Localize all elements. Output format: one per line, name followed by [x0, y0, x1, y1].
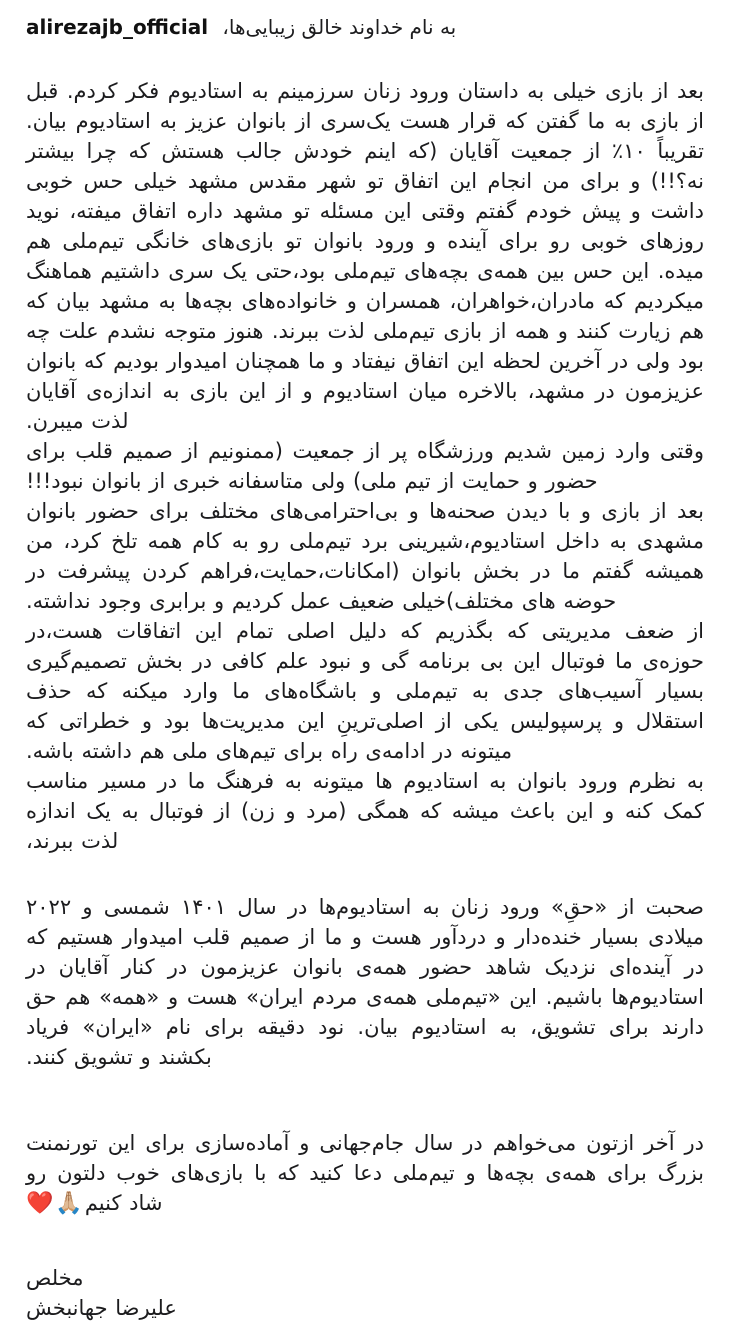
praying-hands-emoji: 🙏🏼: [55, 1191, 83, 1216]
caption-paragraph: بعد از بازی و با دیدن صحنه‌ها و بی‌احترامی‌های مختلف برای حضور بانوان مشهدی به داخل استادیوم،شیرینی برد تیم‌ملی رو به کام همه تلخ کرد، من همیشه گفتم ما در بخش بانوان (امکانات،حمایت،فراهم کردن پیشرفت در حوضه های مختلف)خیلی ضعیف عمل کردیم و برابری وجود نداشته.: [26, 499, 704, 613]
signoff-word: مخلص: [26, 1266, 84, 1290]
caption-paragraph: از ضعف مدیریتی که بگذریم که دلیل اصلی تمام این اتفاقات هست،در حوزه‌ی ما فوتبال این بی برنامه گی و نبود علم کافی در بخش تصمیم‌گیری بسیار آسیب‌های جدی به تیم‌ملی و باشگاه‌های ما وارد میکنه که حذف استقلال و پرسپولیس یکی از اصلی‌ترینِ این مدیریت‌ها بود و خطراتی که میتونه در ادامه‌ی راه برای تیم‌های ملی هم داشته باشه.: [26, 619, 704, 763]
caption-paragraph: صحبت از «حقِ» ورود زنان به استادیوم‌ها در سال ۱۴۰۱ شمسی و ۲۰۲۲ میلادی بسیار خنده‌دار و دردآور هست و ما از صمیم قلب امیدوار هستیم که در آینده‌ای نزدیک شاهد حضور همه‌ی بانوان عزیزمون در کنار آقایان در استادیوم‌ها باشیم. این «تیم‌ملی همه‌ی مردم ایران» هست و «همه» هم حق دارند برای تشویق، به استادیوم بیان. نود دقیقه برای نام «ایران» فریاد بکشند و تشویق کنند.: [26, 895, 704, 1069]
caption-block-rights: [26, 892, 704, 1072]
signoff-name: علیرضا جهانبخش: [26, 1296, 177, 1320]
bismillah-text: به نام خداوند خالق زیبایی‌ها،: [222, 15, 457, 39]
caption-paragraph: به نظرم ورود بانوان به استادیوم ها میتونه به فرهنگ ما در مسیر مناسب کمک کنه و این باعث میشه که همگی (مرد و زن) از فوتبال به یک اندازه لذت ببرند،: [26, 769, 704, 853]
caption-paragraph: بعد از بازی خیلی به داستان ورود زنان سرزمینم به استادیوم فکر کردم. قبل از بازی به ما گفتن که قرار هست یک‌سری از بانوان عزیز به استادیوم بیان. تقریباً ۱۰٪ از جمعیت آقایان (که اینم خودش جالب هستش که چرا بیشتر نه؟!!) و برای من انجام این اتفاق تو شهر مقدس مشهد خیلی حس خوبی داشت و پیش خودم گفتم وقتی این مسئله تو مشهد داره اتفاق میفته، نوید روزهای خوبی رو برای آینده و ورود بانوان تو بازی‌های خانگی تیم‌ملی هم میده. این حس بین همه‌ی بچه‌های تیم‌ملی بود،حتی یک سری داشتیم هماهنگ میکردیم که مادران،خواهران، همسران و خانواده‌های بچه‌ها به مشهد بیان که هم زیارت کنند و همه از بازی تیم‌ملی لذت ببرند. هنوز متوجه نشدم علت چه بود ولی در آخرین لحظه این اتفاق نیفتاد و ما همچنان امیدوار بودیم که بانوان عزیزمون در مشهد، بالاخره میان استادیوم و از این بازی به اندازه‌ی آقایان لذت میبرن.: [26, 79, 704, 433]
worldcup-text: در آخر ازتون می‌خواهم در سال جام‌جهانی و آماده‌سازی برای این تورنمنت بزرگ برای همه‌ی بچه‌ها و تیم‌ملی دعا کنید که با بازی‌های خوب دلتون رو شاد کنیم: [26, 1131, 704, 1215]
caption-paragraph: [26, 1128, 704, 1219]
caption-block-worldcup: [26, 1128, 704, 1219]
red-heart-emoji: ❤️: [26, 1191, 54, 1216]
caption-signoff: [26, 1263, 704, 1323]
username-link[interactable]: alirezajb_official: [26, 15, 209, 39]
caption-block-main: [26, 76, 704, 856]
caption-header: [26, 12, 704, 42]
caption-paragraph: وقتی وارد زمین شدیم ورزشگاه پر از جمعیت (ممنونیم از صمیم قلب برای حضور و حمایت از تیم ملی) ولی متاسفانه خبری از بانوان نبود!!!: [26, 439, 704, 493]
